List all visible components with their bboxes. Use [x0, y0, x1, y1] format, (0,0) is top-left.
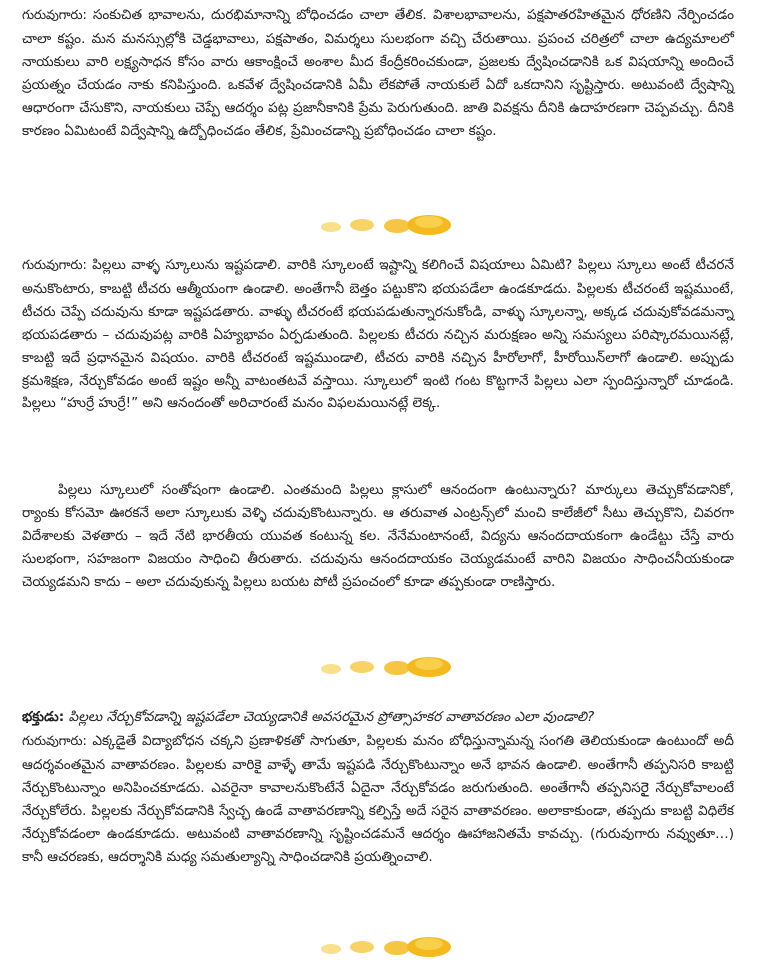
- speaker-label: గురువుగారు:: [22, 258, 87, 273]
- speaker-label: గురువుగారు:: [22, 734, 87, 749]
- speaker-label: గురువుగారు:: [22, 8, 87, 23]
- devotee-label: భక్తుడు:: [22, 709, 65, 725]
- paragraph-1: [22, 4, 734, 142]
- question-paragraph: [22, 706, 734, 729]
- paragraph-4-text: ఎక్కడైతే విద్యాబోధన చక్కని ప్రణాళికతో సాగుతూ, పిల్లలకు మనం బోధిస్తున్నామన్న సంగతి తెలియకుండా ఉంటుందో అదీ ఆదర్శవంతమైన వాతావరణం. పిల్లలకు వారికై వాళ్ళే తామే ఇష్టపడి నేర్చుకొంటున్నాం అనే భావన ఉండాలి. అంతేగానీ తప్పనిసరి కాబట్టి నేర్చుకొంటున్నాం అనిపించకూడదు. ఎవరైనా కావాలనుకొంటేనే ఏదైనా నేర్చుకోవడం జరుగుతుంది. అంతేగానీ తప్పనిసరైై నేర్చుకోవాలంటే నేర్చుకోలేరు. పిల్లలకు నేర్చుకోవడానికి స్వేచ్ఛ ఉండే వాతావరణాన్ని కల్పిస్తే అదే సరైన వాతావరణం. అలాకాకుండా, తప్పదు కాబట్టి విధిలేక నేర్చుకోవడంలా ఉండకూడదు. అటువంటి వాతావరణాన్ని సృష్టించడమనే ఆదర్శం ఊహాజనితమే కావచ్చు. (గురువుగారు నవ్వుతూ…) కానీ ఆచరణకు, ఆదర్శానికి మధ్య సమతుల్యాన్ని సాధించడానికి ప్రయత్నించాలి.: [22, 733, 734, 865]
- flower-divider: [317, 650, 467, 680]
- paragraph-3: పిల్లలు స్కూలులో సంతోషంగా ఉండాలి. ఎంతమంది పిల్లలు క్లాసులో ఆనందంగా ఉంటున్నారు? మార్కులు తెచ్చుకోవడానికో, ర్యాంకు కోసమో ఊరకనే అలా స్కూలుకు వెళ్ళి చదువుకొంటున్నారు. ఆ తరువాత ఎంట్రన్స్‌లో మంచి కాలేజీలో సీటు తెచ్చుకొని, చివరగా విదేశాలకు వెళతారు – ఇదే నేటి భారతీయ యువత కంటున్న కల. నేనేమంటానంటే, విద్యను ఆనందదాయకంగా ఉండేట్టు చేస్తే వారు సులభంగా, సహజంగా విజయం సాధించి తీరుతారు. చదువును ఆనందదాయకం చెయ్యడమంటే వారిని విజయం సాధించనీయకుండా చెయ్యడమని కాదు – అలా చదువుకున్న పిల్లలు బయట పోటీ ప్రపంచంలో కూడా తప్పకుండా రాణిస్తారు.: [22, 482, 734, 590]
- flower-divider-decoration: [321, 937, 451, 957]
- flower-divider: [317, 930, 467, 960]
- flower-divider-decoration: [321, 657, 451, 677]
- paragraph-1-text: సంకుచిత భావాలను, దురభిమానాన్ని బోధించడం చాలా తేలిక. విశాలభావాలను, పక్షపాతరహితమైన ధోరణిని నేర్పించడం చాలా కష్టం. మన మనస్సుల్లోకి చెడ్డభావాలు, పక్షపాతం, విమర్శలు సులభంగా వచ్చి చేరుతాయి. ప్రపంచ చరిత్రలో చాలా ఉద్యమాలలో నాయకులు వారి లక్ష్యసాధన కోసం వారు ఆకాంక్షించే అంశాల మీద కేంద్రీకరించకుండా, ప్రజలకు ద్వేషించడానికి ఒక విషయాన్ని అందించే ప్రయత్నం చేయడం నాకు కనిపిస్తుంది. ఒకవేళ ద్వేషించడానికి ఏమీ లేకపోతే నాయకులే ఏదో ఒకదానిని సృష్టిస్తారు. అటువంటి ద్వేషాన్ని ఆధారంగా చేసుకొని, నాయకులు చెప్పే ఆదర్శం పట్ల ప్రజానీకానికి ప్రేమ పెరుగుతుంది. జాతి వివక్షను దీనికి ఉదాహరణగా చెప్పవచ్చు. దీనికి కారణం ఏమిటంటే విద్వేషాన్ని ఉద్బోధించడం తేలిక, ప్రేమించడాన్ని ప్రబోధించడం చాలా కష్టం.: [22, 7, 734, 139]
- paragraph-2-text: పిల్లలు వాళ్ళ స్కూలును ఇష్టపడాలి. వారికి స్కూలంటే ఇష్టాన్ని కలిగించే విషయాలు ఏమిటి? పిల్లలు స్కూలు అంటే టీచరనే అనుకొంటారు, కాబట్టి టీచరు ఆత్మీయంగా ఉండాలి. అంతేగానీ బెత్తం పట్టుకొని భయపడేలా ఉండకూడదు. పిల్లలకు టీచరంటే ఇష్టముంటే, టీచరు చెప్పే చదువును కూడా ఇష్టపడతారు. వాళ్ళు టీచరంటే భయపడుతున్నారనుకోండి, వాళ్ళు స్కూలన్నా, అక్కడ చదువుకోవడమన్నా భయపడతారు – చదువుపట్ల వారికి ఏహ్యభావం ఏర్పడుతుంది. పిల్లలకు టీచరు నచ్చిన మరుక్షణం అన్ని సమస్యలు పరిష్కారమయినట్లే, కాబట్టి ఇదే ప్రధానమైన విషయం. వారికి టీచరంటే ఇష్టముండాలి, టీచరు వారికి నచ్చిన హీరోలాగో, హీరోయిన్‌లాగో ఉండాలి. అప్పుడు క్రమశిక్షణ, నేర్చుకోవడం అంటే ఇష్టం అన్నీ వాటంతటవే వస్తాయి. స్కూలులో ఇంటి గంట కొట్టగానే పిల్లలు ఎలా స్పందిస్తున్నారో చూడండి. పిల్లలు “హుర్రే హుర్రే!” అని ఆనందంతో అరిచారంటే మనం విఫలమయినట్లే లెక్క.: [22, 257, 734, 412]
- flower-divider: [317, 208, 467, 238]
- flower-divider-decoration: [321, 215, 451, 235]
- paragraph-4: [22, 730, 734, 868]
- question-text: పిల్లలు నేర్చుకోవడాన్ని ఇష్టపడేలా చెయ్యడానికి అవసరమైన ప్రోత్సాహకర వాతావరణం ఎలా వుండాలి?: [68, 709, 595, 725]
- paragraph-2: [22, 254, 734, 415]
